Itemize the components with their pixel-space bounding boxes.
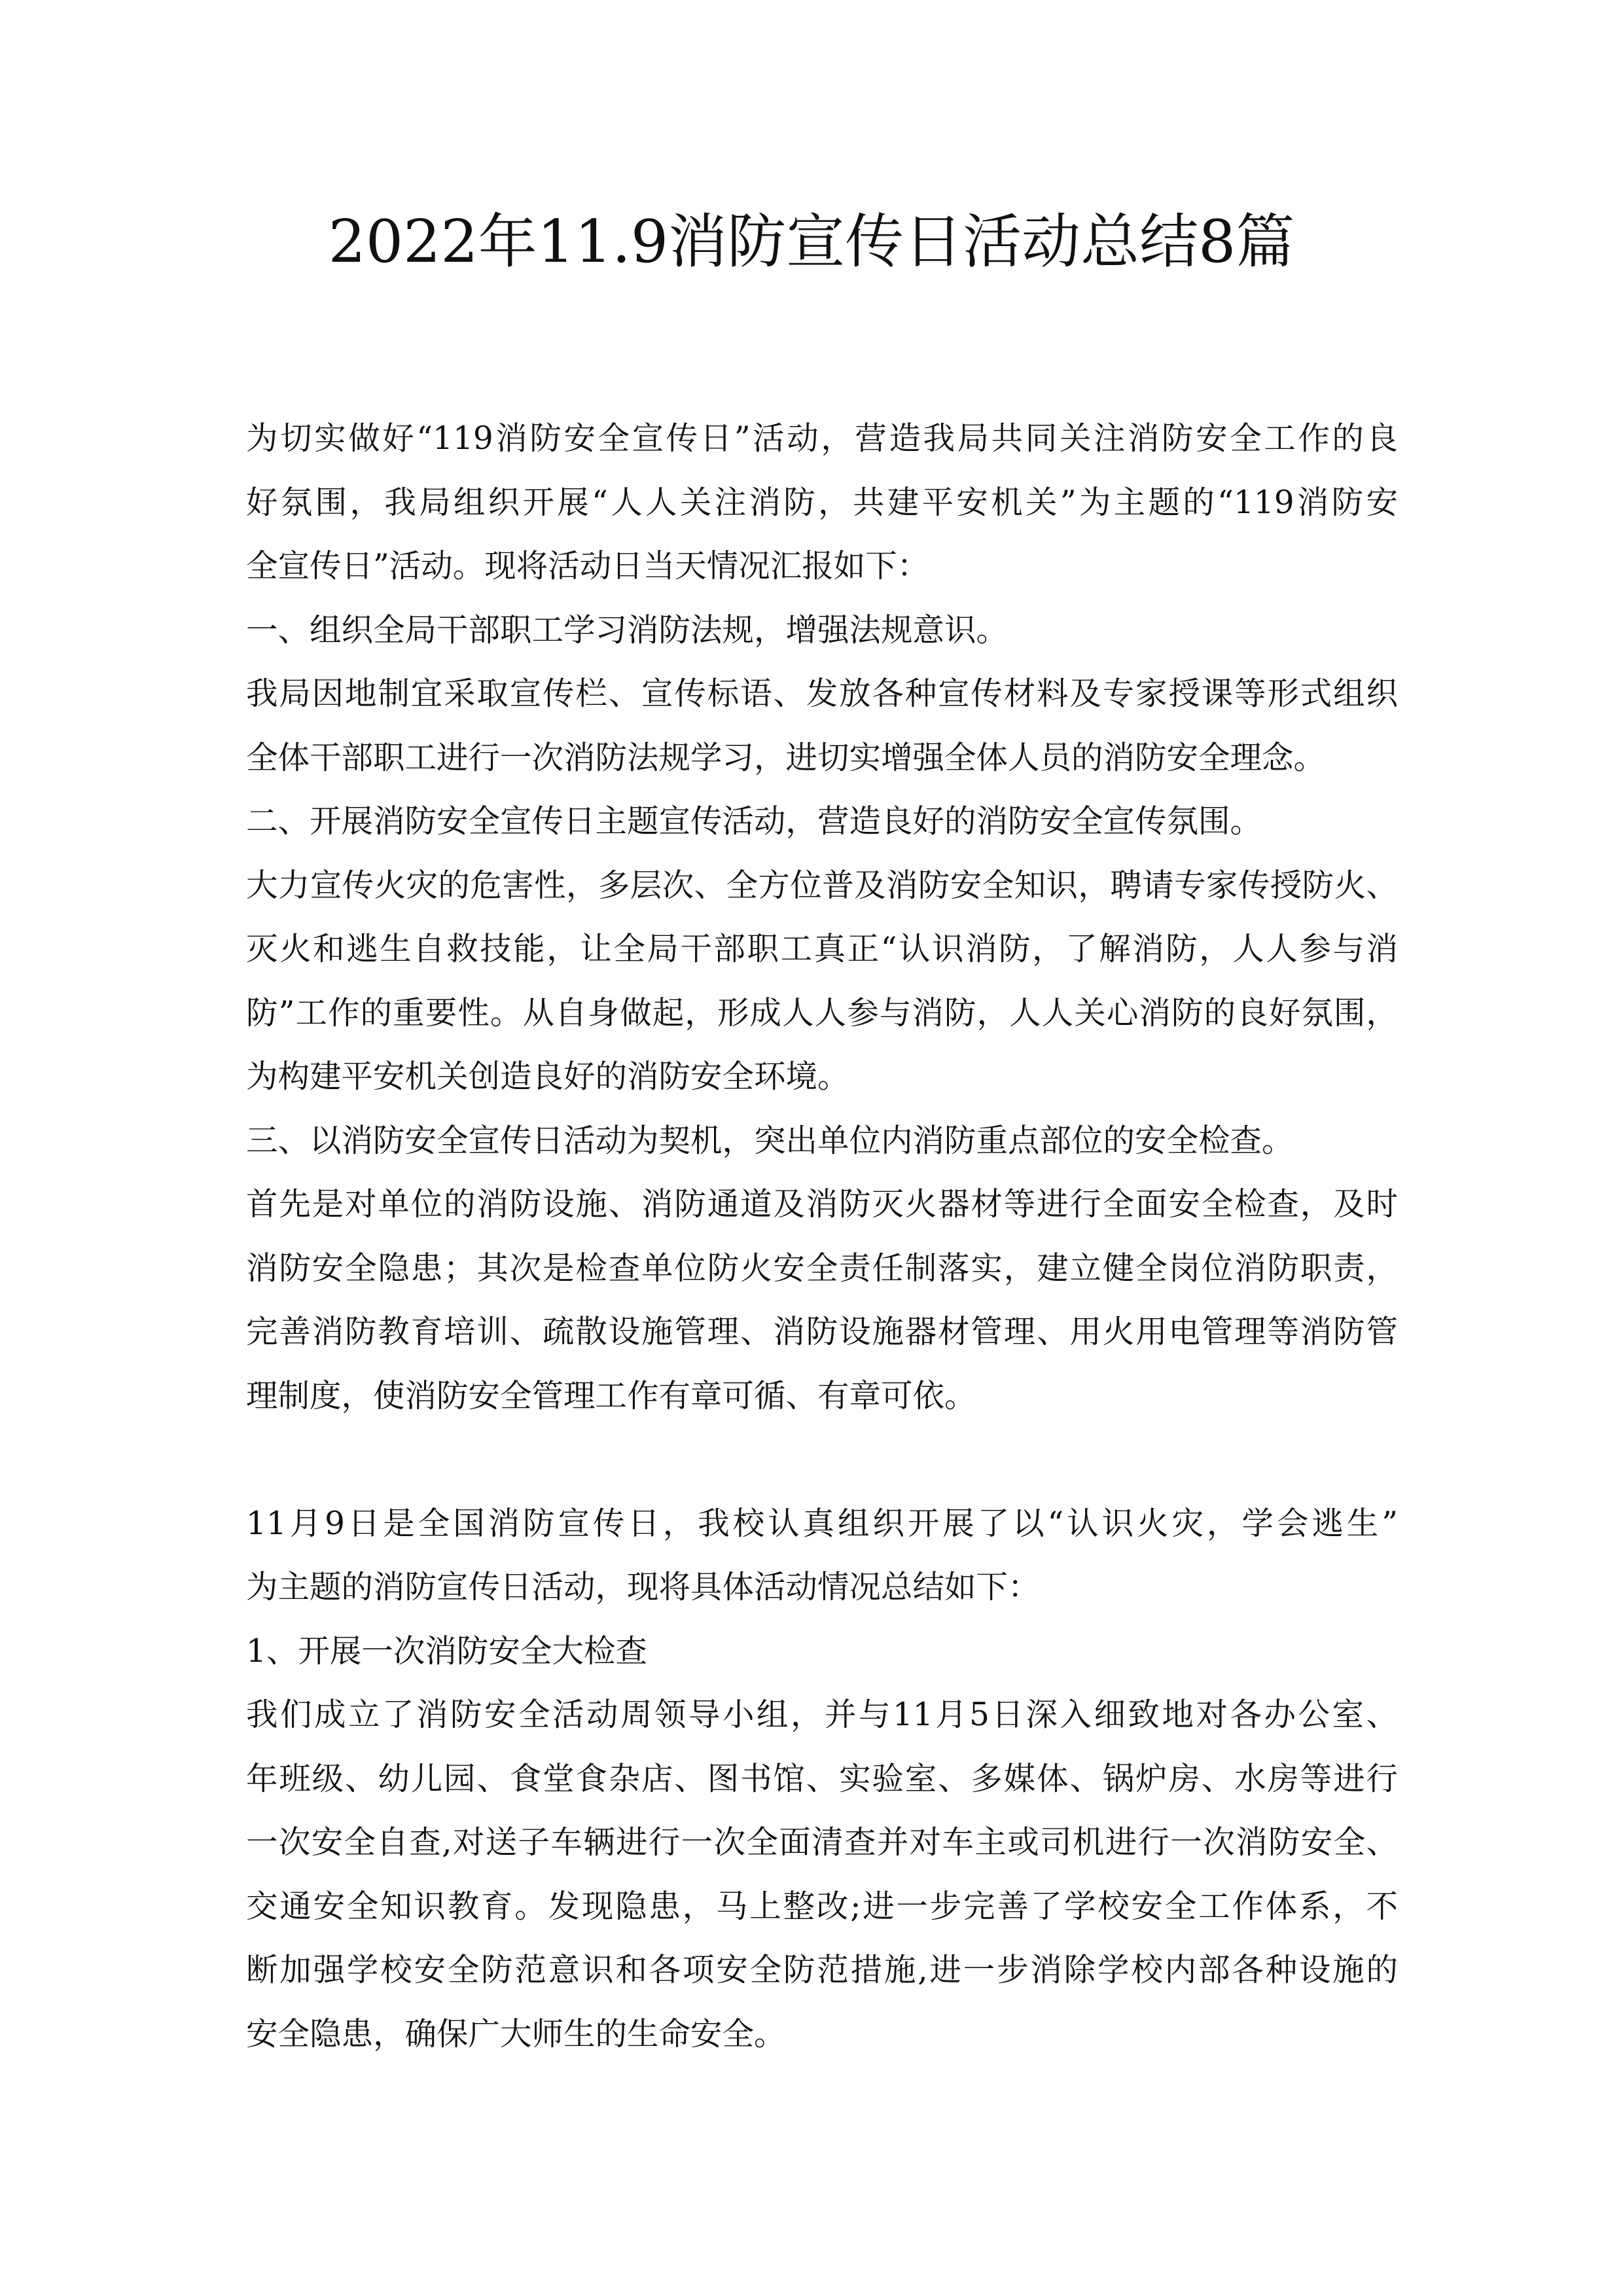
text-line: 好氛围，我局组织开展“人人关注消防，共建平安机关”为主题的“119消防安 [246,484,1398,521]
text-line: 为主题的消防宣传日活动，现将具体活动情况总结如下： [246,1569,1040,1605]
text-line: 首先是对单位的消防设施、消防通道及消防灭火器材等进行全面安全检查，及时 [246,1186,1398,1223]
text-line: 1、开展一次消防安全大检查 [246,1632,647,1670]
text-line: 11月9日是全国消防宣传日，我校认真组织开展了以“认识火灾，学会逃生” [246,1505,1398,1542]
text-line: 为切实做好“119消防安全宣传日”活动，营造我局共同关注消防安全工作的良 [246,420,1398,457]
paragraph [246,854,1398,1109]
text-line: 消防安全隐患；其次是检查单位防火安全责任制落实，建立健全岗位消防职责， [246,1249,1398,1287]
paragraph [246,662,1398,790]
text-line: 完善消防教育培训、疏散设施管理、消防设施器材管理、用火用电管理等消防管 [246,1314,1398,1350]
paragraph [246,1683,1398,2066]
text-line: 我们成立了消防安全活动周领导小组，并与11月5日深入细致地对各办公室、 [246,1696,1398,1733]
document-title: 2022年11.9消防宣传日活动总结8篇 [328,207,1295,276]
text-line: 为构建平安机关创造良好的消防安全环境。 [246,1058,849,1095]
text-line: 一、组织全局干部职工学习消防法规，增强法规意识。 [246,611,1008,649]
text-line: 交通安全知识教育。发现隐患，马上整改;进一步完善了学校安全工作体系，不 [246,1888,1398,1925]
paragraph [246,1173,1398,1428]
text-line: 一次安全自查,对送子车辆进行一次全面清查并对车主或司机进行一次消防安全、 [246,1824,1398,1861]
text-line: 防”工作的重要性。从自身做起，形成人人参与消防，人人关心消防的良好氛围， [246,994,1398,1031]
text-line: 年班级、幼儿园、食堂食杂店、图书馆、实验室、多媒体、锅炉房、水房等进行 [246,1760,1398,1797]
text-line: 灭火和逃生自救技能，让全局干部职工真正“认识消防，了解消防，人人参与消 [246,931,1398,967]
paragraph [246,790,1398,854]
text-line: 理制度，使消防安全管理工作有章可循、有章可依。 [246,1377,976,1414]
text-line: 全宣传日”活动。现将活动日当天情况汇报如下： [246,548,929,584]
text-line: 全体干部职工进行一次消防法规学习，进切实增强全体人员的消防安全理念。 [246,739,1326,776]
text-line: 三、以消防安全宣传日活动为契机，突出单位内消防重点部位的安全检查。 [246,1122,1294,1159]
section-gap [246,1428,1398,1492]
document-body [246,407,1398,2066]
text-line: 二、开展消防安全宣传日主题宣传活动，营造良好的消防安全宣传氛围。 [246,803,1262,840]
paragraph [246,1109,1398,1174]
text-line: 断加强学校安全防范意识和各项安全防范措施,进一步消除学校内部各种设施的 [246,1952,1398,1988]
text-line: 我局因地制宜采取宣传栏、宣传标语、发放各种宣传材料及专家授课等形式组织 [246,675,1398,712]
paragraph [246,407,1398,599]
text-line: 大力宣传火灾的危害性，多层次、全方位普及消防安全知识，聘请专家传授防火、 [246,867,1398,904]
section [246,1492,1398,2067]
paragraph [246,599,1398,663]
paragraph [246,1620,1398,1684]
paragraph [246,1492,1398,1620]
text-line: 安全隐患，确保广大师生的生命安全。 [246,2015,786,2053]
section [246,407,1398,1428]
